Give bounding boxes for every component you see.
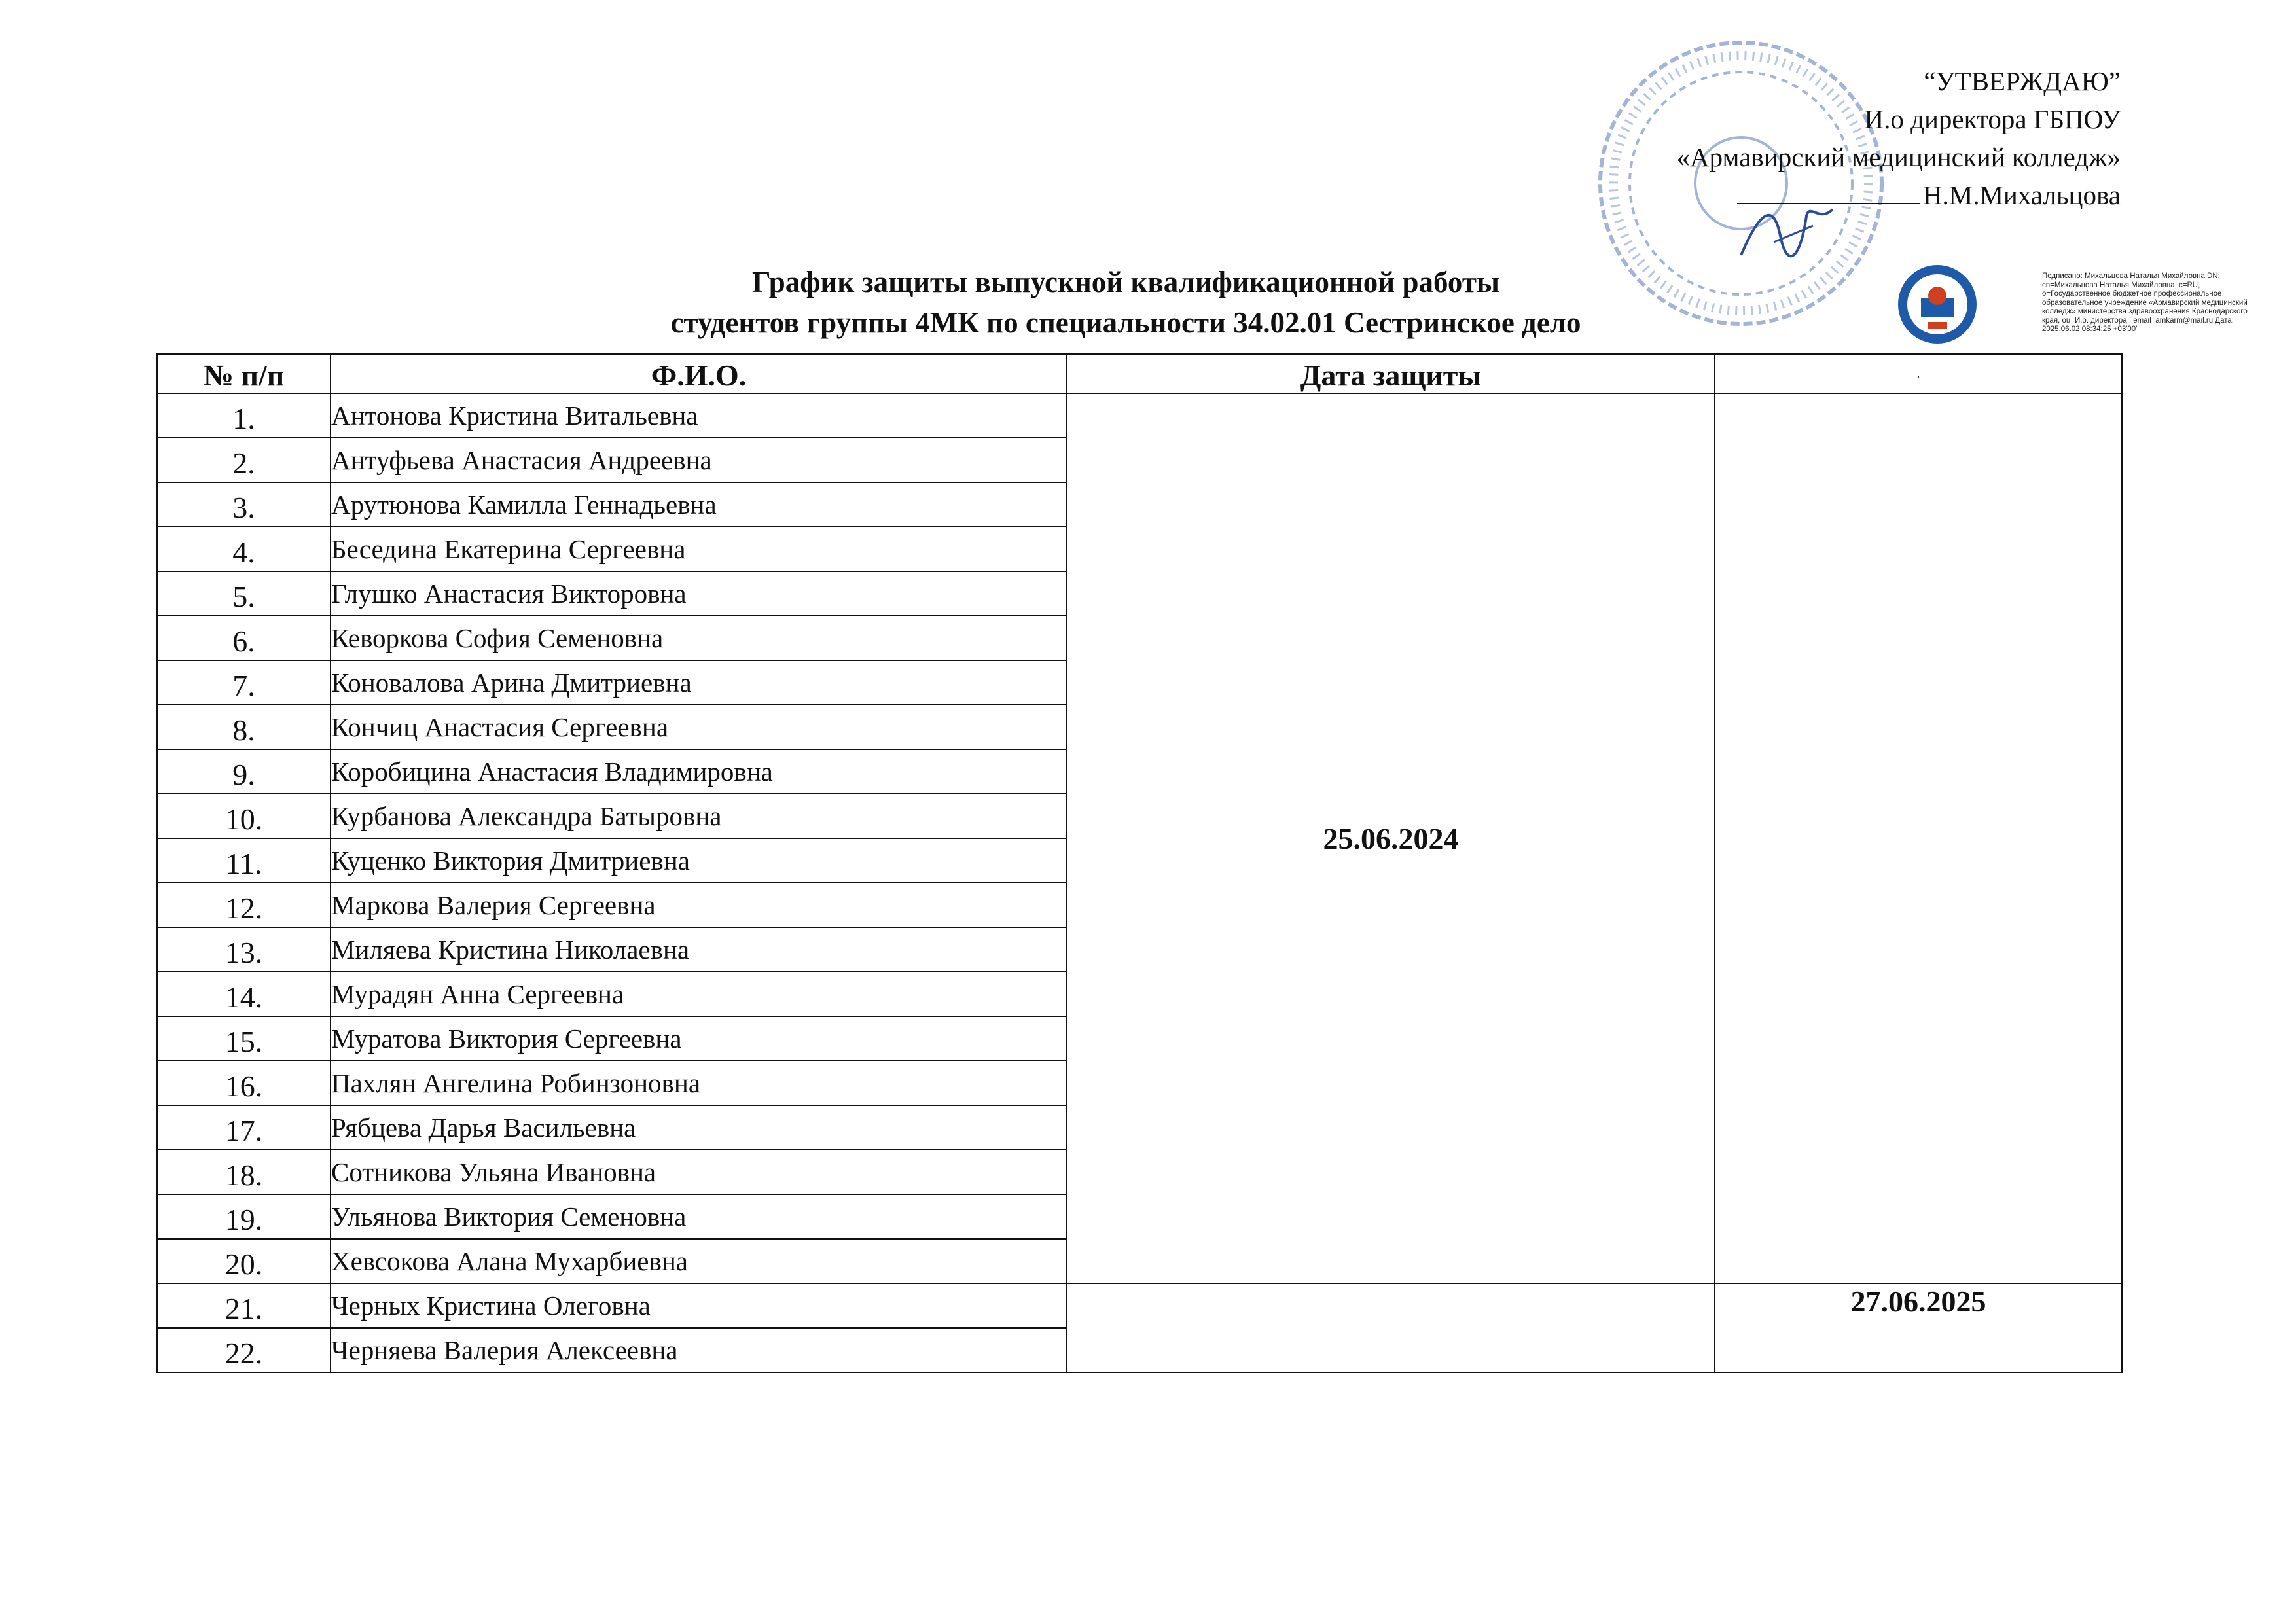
student-name: Арутюнова Камилла Геннадьевна xyxy=(331,482,1067,527)
student-name: Антуфьева Анастасия Андреевна xyxy=(331,438,1067,482)
student-name: Хевсокова Алана Мухарбиевна xyxy=(331,1239,1067,1283)
row-number: 14. xyxy=(157,972,331,1016)
student-name: Черняева Валерия Алексеевна xyxy=(331,1328,1067,1372)
row-number: 8. xyxy=(157,705,331,749)
row-number: 10. xyxy=(157,794,331,838)
defense-schedule-table xyxy=(156,353,2123,1373)
row-number: 3. xyxy=(157,482,331,527)
student-name: Мурадян Анна Сергеевна xyxy=(331,972,1067,1016)
row-number: 6. xyxy=(157,616,331,660)
row-number: 16. xyxy=(157,1061,331,1105)
student-name: Рябцева Дарья Васильевна xyxy=(331,1105,1067,1150)
document-title xyxy=(511,262,1741,343)
student-name: Куценко Виктория Дмитриевна xyxy=(331,838,1067,883)
handwritten-signature xyxy=(1734,196,1839,268)
college-logo xyxy=(1895,262,1980,347)
approval-block xyxy=(1677,62,2121,214)
electronic-signature-text: Подписано: Михальцова Наталья Михайловна DN: cn=Михальцова Наталья Михайловна, c=RU, o=Государственное бюджетное профессиональное образовательное учреждение «Армавирский медицинский колледж» министерства здравоохранения Краснодарского края, ou=И.о. директора , email=amkarm@mail.ru Дата: 2025.06.02 08:34:25 +03'00' xyxy=(2042,272,2248,333)
student-name: Антонова Кристина Витальевна xyxy=(331,393,1067,438)
student-name: Сотникова Ульяна Ивановна xyxy=(331,1150,1067,1194)
table-row xyxy=(157,393,2122,438)
row-number: 19. xyxy=(157,1194,331,1239)
table-body xyxy=(157,393,2122,1372)
row-number: 12. xyxy=(157,883,331,927)
student-name: Беседина Екатерина Сергеевна xyxy=(331,527,1067,571)
approval-heading: “УТВЕРЖДАЮ” xyxy=(1924,66,2121,96)
row-number: 22. xyxy=(157,1328,331,1372)
defense-date-empty xyxy=(1067,1283,1715,1372)
row-number: 21. xyxy=(157,1283,331,1328)
table-header-row xyxy=(157,354,2122,393)
header-full-name: Ф.И.О. xyxy=(331,354,1067,393)
row-number: 2. xyxy=(157,438,331,482)
header-defense-date: Дата защиты xyxy=(1067,354,1715,393)
header-extra: . xyxy=(1715,354,2122,393)
row-number: 20. xyxy=(157,1239,331,1283)
student-name: Черных Кристина Олеговна xyxy=(331,1283,1067,1328)
row-number: 11. xyxy=(157,838,331,883)
student-name: Пахлян Ангелина Робинзоновна xyxy=(331,1061,1067,1105)
defense-date-group-2: 27.06.2025 xyxy=(1715,1283,2122,1372)
student-name: Коновалова Арина Дмитриевна xyxy=(331,660,1067,705)
student-name: Маркова Валерия Сергеевна xyxy=(331,883,1067,927)
approval-position: И.о директора ГБПОУ xyxy=(1864,104,2121,134)
approval-organization: «Армавирский медицинский колледж» xyxy=(1676,142,2121,172)
row-number: 15. xyxy=(157,1016,331,1061)
student-name: Муратова Виктория Сергеевна xyxy=(331,1016,1067,1061)
row-number: 7. xyxy=(157,660,331,705)
title-line-1: График защиты выпускной квалификационной работы xyxy=(751,266,1500,298)
row-number: 1. xyxy=(157,393,331,438)
table-row xyxy=(157,1283,2122,1328)
student-name: Миляева Кристина Николаевна xyxy=(331,927,1067,972)
row-number: 4. xyxy=(157,527,331,571)
student-name: Кончиц Анастасия Сергеевна xyxy=(331,705,1067,749)
defense-date-group-1: 25.06.2024 xyxy=(1067,393,1715,1283)
student-name: Кеворкова София Семеновна xyxy=(331,616,1067,660)
row-number: 9. xyxy=(157,749,331,794)
student-name: Глушко Анастасия Викторовна xyxy=(331,571,1067,616)
row-number: 5. xyxy=(157,571,331,616)
student-name: Коробицина Анастасия Владимировна xyxy=(331,749,1067,794)
header-number: № п/п xyxy=(157,354,331,393)
title-line-2: студентов группы 4МК по специальности 34.02.01 Сестринское дело xyxy=(670,306,1581,339)
student-name: Курбанова Александра Батыровна xyxy=(331,794,1067,838)
extra-cell-group-1 xyxy=(1715,393,2122,1283)
approval-signer-name: Н.М.Михальцова xyxy=(1922,180,2121,210)
row-number: 18. xyxy=(157,1150,331,1194)
row-number: 13. xyxy=(157,927,331,972)
row-number: 17. xyxy=(157,1105,331,1150)
student-name: Ульянова Виктория Семеновна xyxy=(331,1194,1067,1239)
